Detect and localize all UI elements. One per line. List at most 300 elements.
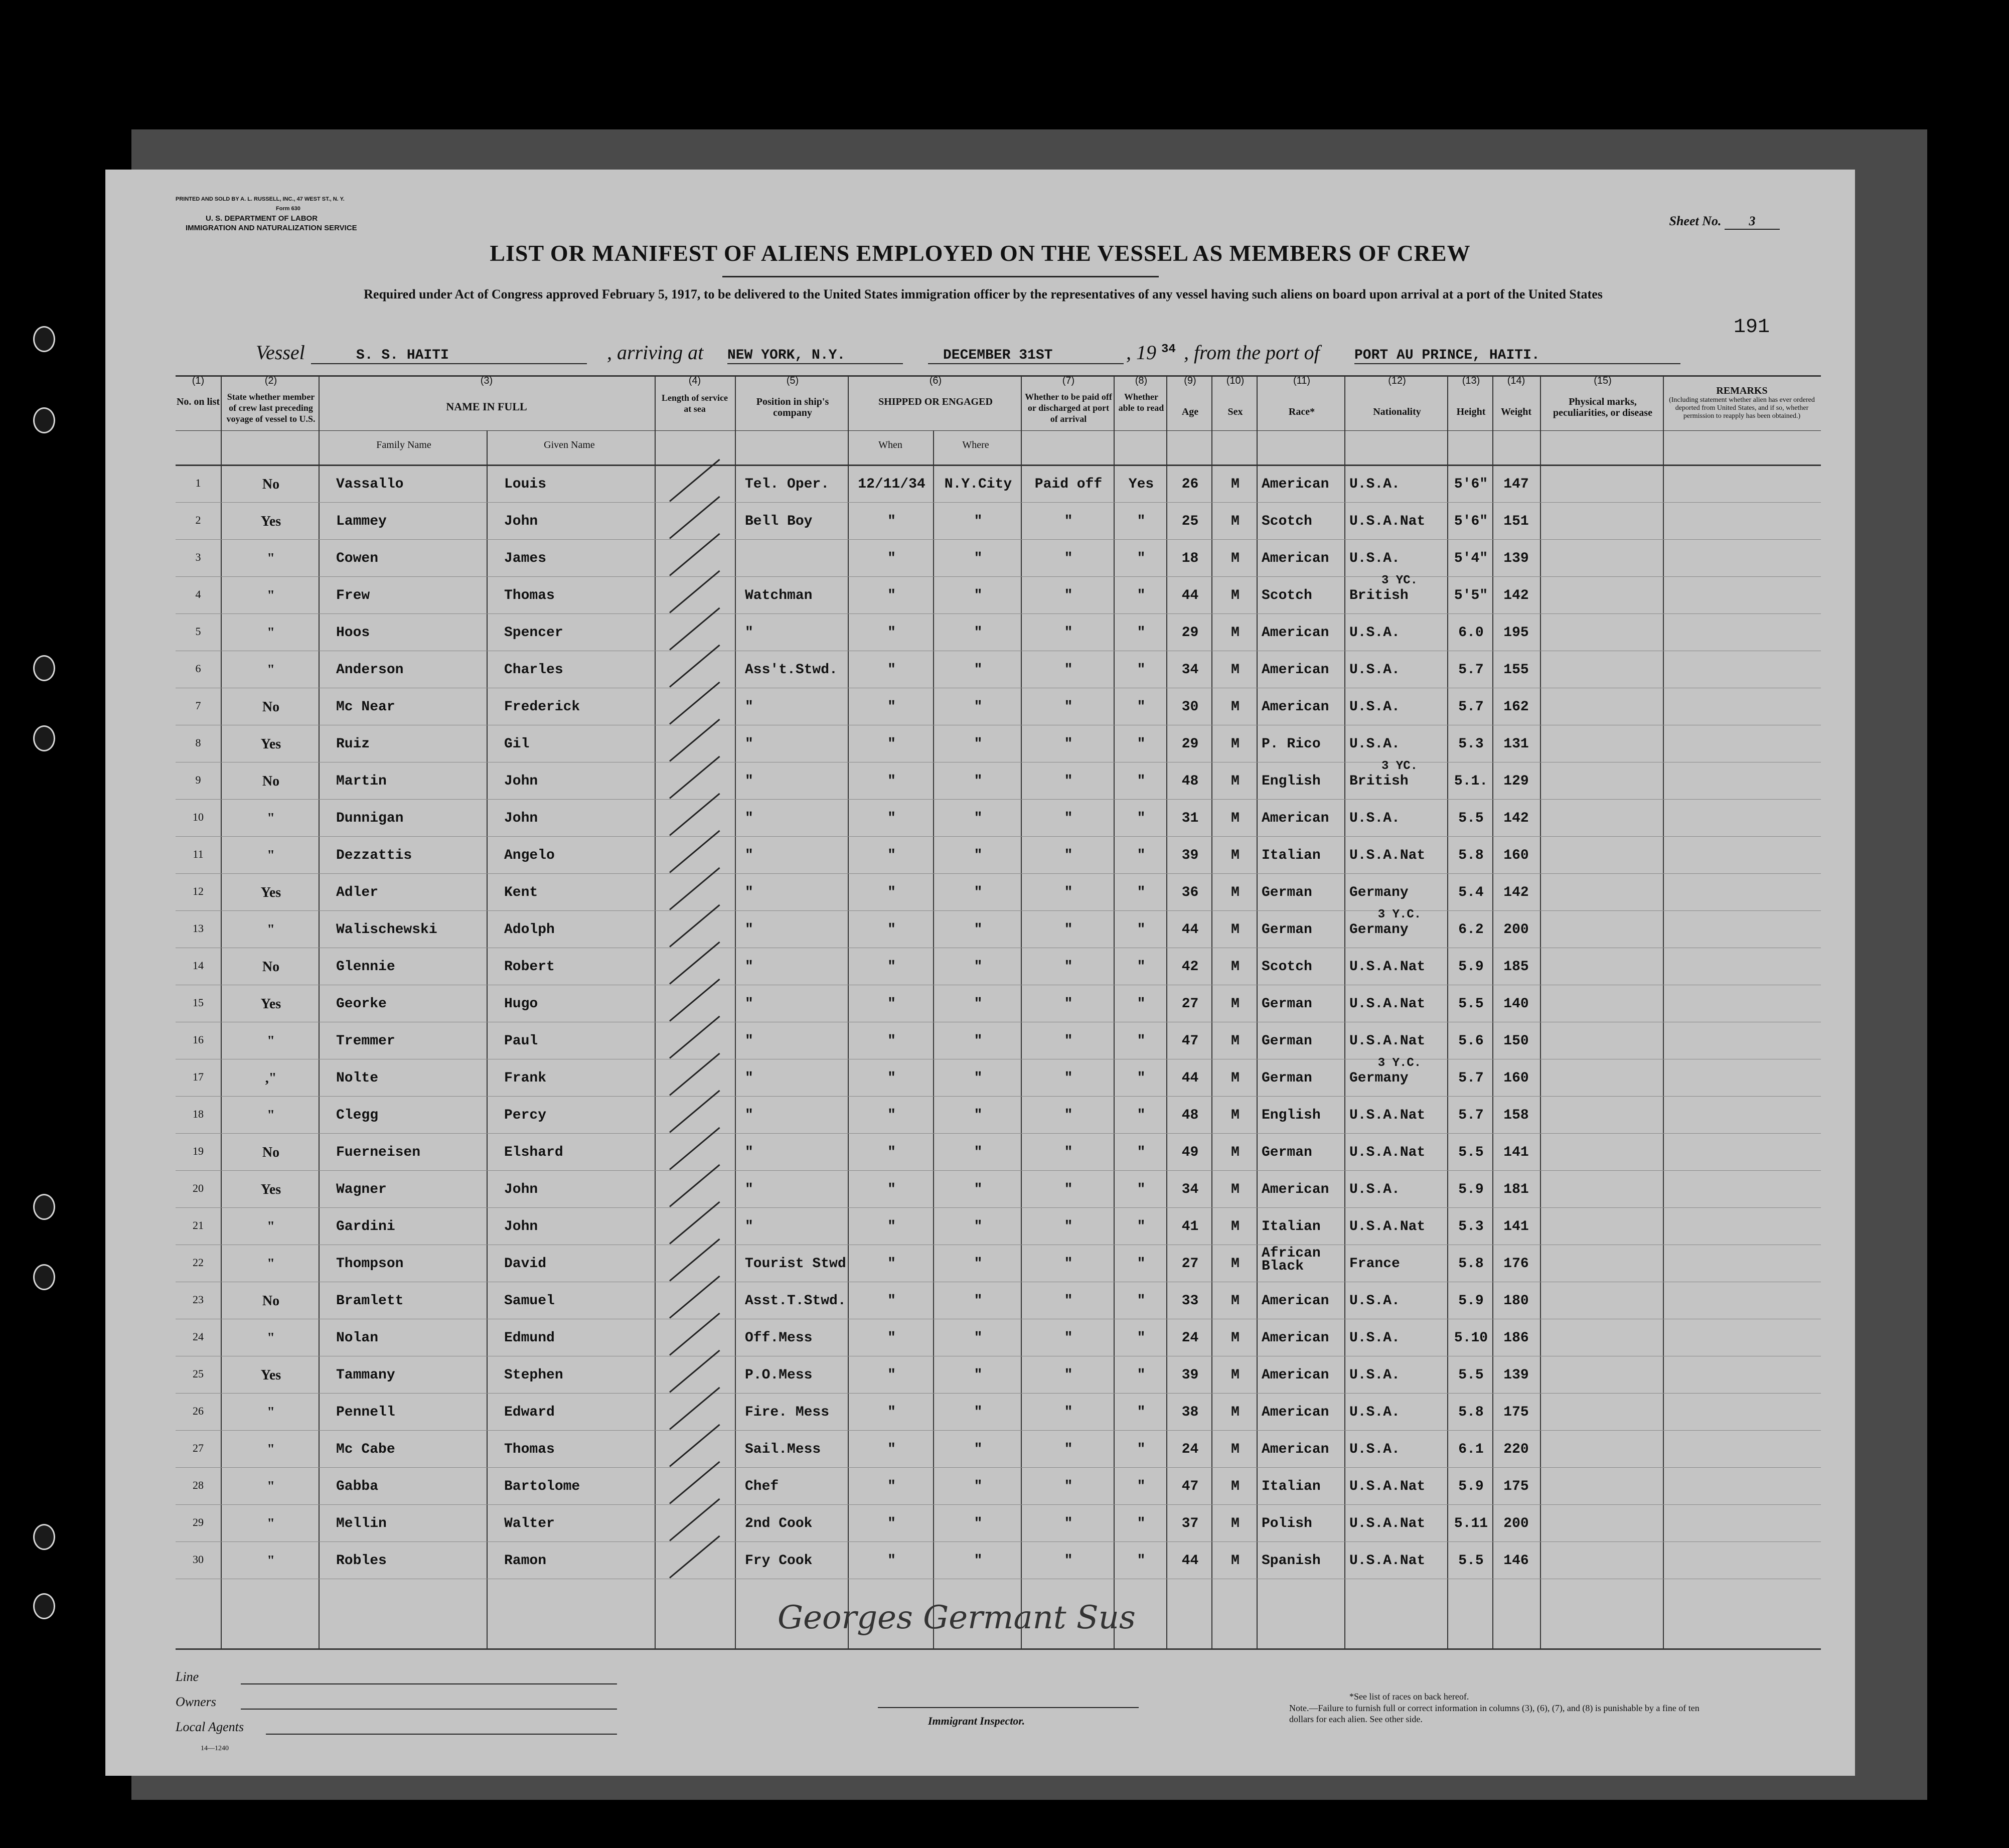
- cell-age: 18: [1181, 551, 1199, 566]
- cell-given: David: [504, 1256, 547, 1272]
- cell-read: ": [1137, 811, 1146, 826]
- cell-nat: Germany: [1349, 1070, 1409, 1086]
- cell-read: ": [1137, 848, 1146, 863]
- cell-no: 6: [195, 662, 201, 675]
- cell-prev: ": [267, 551, 275, 566]
- cell-height: 6.1: [1458, 1442, 1484, 1457]
- cell-age: 38: [1181, 1405, 1199, 1420]
- cell-read: ": [1137, 1108, 1146, 1123]
- col-header-height: (13) Height: [1456, 375, 1486, 417]
- year-prefix: , 19: [1126, 341, 1156, 364]
- check-mark: [669, 645, 720, 688]
- cell-where: ": [974, 885, 983, 900]
- cell-given: Louis: [504, 477, 547, 492]
- cell-sex: M: [1231, 1516, 1240, 1531]
- cell-no: 30: [193, 1553, 204, 1566]
- cell-prev: Yes: [260, 736, 281, 752]
- cell-nat: U.S.A.: [1349, 662, 1400, 678]
- cell-age: 25: [1181, 514, 1199, 529]
- cell-paid: ": [1064, 699, 1073, 715]
- cell-age: 48: [1181, 774, 1199, 789]
- arrival-date: DECEMBER 31ST: [928, 348, 1124, 364]
- cell-nat: U.S.A.Nat: [1349, 1553, 1426, 1569]
- cell-given: Charles: [504, 662, 563, 678]
- cell-given: Frank: [504, 1070, 547, 1086]
- cell-position: ": [745, 774, 753, 789]
- cell-sex: M: [1231, 1479, 1240, 1494]
- cell-read: ": [1137, 1367, 1146, 1383]
- binder-hole: [33, 655, 55, 681]
- cell-when: ": [887, 1145, 896, 1160]
- cell-position: Sail.Mess: [745, 1442, 821, 1457]
- cell-paid: ": [1064, 1182, 1073, 1197]
- cell-position: ": [745, 1033, 753, 1049]
- cell-given: John: [504, 1219, 538, 1235]
- check-mark: [669, 1387, 720, 1430]
- cell-height: 5.9: [1458, 1182, 1484, 1197]
- cell-nat: U.S.A.: [1349, 1182, 1400, 1197]
- cell-read: ": [1137, 551, 1146, 566]
- cell-race: Italian: [1262, 1219, 1321, 1235]
- cell-where: ": [974, 1108, 983, 1123]
- check-mark: [669, 867, 720, 910]
- table-row: [176, 503, 1821, 540]
- cell-weight: 146: [1503, 1553, 1529, 1569]
- table-row: [176, 651, 1821, 688]
- binder-hole: [33, 1524, 55, 1550]
- cell-race: American: [1262, 662, 1329, 678]
- cell-family: Gardini: [336, 1219, 395, 1235]
- cell-height: 5.6: [1458, 1033, 1484, 1049]
- cell-when: ": [887, 1256, 896, 1272]
- cell-height: 5'6": [1454, 477, 1488, 492]
- cell-prev: ": [267, 1516, 275, 1531]
- cell-race: American: [1262, 811, 1329, 826]
- cell-given: Elshard: [504, 1145, 563, 1160]
- nationality-note: 3 YC.: [1381, 574, 1418, 587]
- cell-nat: U.S.A.: [1349, 699, 1400, 715]
- cell-paid: ": [1064, 1405, 1073, 1420]
- cell-position: ": [745, 1145, 753, 1160]
- cell-position: Off.Mess: [745, 1330, 813, 1346]
- cell-prev: Yes: [260, 885, 281, 900]
- cell-age: 39: [1181, 1367, 1199, 1383]
- cell-prev: No: [262, 1145, 280, 1160]
- cell-height: 5.3: [1458, 1219, 1484, 1235]
- from-label: , from the port of: [1184, 341, 1320, 364]
- cell-position: ": [745, 996, 753, 1012]
- cell-given: Robert: [504, 959, 555, 975]
- cell-where: ": [974, 1070, 983, 1086]
- cell-sex: M: [1231, 811, 1240, 826]
- cell-position: ": [745, 922, 753, 938]
- check-mark: [669, 942, 720, 985]
- cell-race: African Black: [1262, 1246, 1321, 1274]
- cell-weight: 175: [1503, 1479, 1529, 1494]
- cell-no: 16: [193, 1033, 204, 1046]
- cell-read: ": [1137, 1330, 1146, 1346]
- cell-race: American: [1262, 1293, 1329, 1309]
- cell-given: Hugo: [504, 996, 538, 1012]
- cell-family: Pennell: [336, 1405, 395, 1420]
- cell-nat: U.S.A.Nat: [1349, 514, 1426, 529]
- cell-where: ": [974, 662, 983, 678]
- check-mark: [669, 793, 720, 836]
- check-mark: [669, 533, 720, 576]
- nationality-note: 3 Y.C.: [1377, 908, 1422, 921]
- cell-family: Frew: [336, 588, 370, 603]
- table-row: [176, 1431, 1821, 1468]
- cell-given: Angelo: [504, 848, 555, 863]
- cell-sex: M: [1231, 625, 1240, 641]
- cell-paid: ": [1064, 514, 1073, 529]
- year-suffix: 34: [1161, 343, 1176, 356]
- race-note: *See list of races on back hereof.: [1349, 1691, 1469, 1702]
- cell-paid: ": [1064, 1033, 1073, 1049]
- col-header-previous-voyage: (2) State whether member of crew last preceding voyage of vessel to U.S.: [226, 375, 316, 424]
- cell-weight: 142: [1503, 588, 1529, 603]
- cell-family: Ruiz: [336, 736, 370, 752]
- cell-prev: Yes: [260, 514, 281, 529]
- cell-given: Samuel: [504, 1293, 555, 1309]
- cell-when: ": [887, 1182, 896, 1197]
- cell-paid: ": [1064, 774, 1073, 789]
- cell-family: Bramlett: [336, 1293, 404, 1309]
- cell-sex: M: [1231, 1405, 1240, 1420]
- cell-family: Mc Cabe: [336, 1442, 395, 1457]
- cell-prev: No: [262, 774, 280, 789]
- cell-family: Walischewski: [336, 922, 437, 938]
- cell-prev: No: [262, 699, 280, 715]
- check-mark: [669, 1053, 720, 1096]
- cell-given: Frederick: [504, 699, 580, 715]
- cell-when: ": [887, 1033, 896, 1049]
- check-mark: [669, 1201, 720, 1245]
- cell-read: ": [1137, 1293, 1146, 1309]
- cell-when: ": [887, 922, 896, 938]
- cell-age: 47: [1181, 1033, 1199, 1049]
- cell-family: Dezzattis: [336, 848, 412, 863]
- cell-nat: U.S.A.: [1349, 1293, 1400, 1309]
- cell-no: 4: [195, 588, 201, 600]
- cell-when: ": [887, 1293, 896, 1309]
- vessel-label: Vessel: [256, 341, 305, 364]
- cell-prev: ": [267, 588, 275, 603]
- cell-position: ": [745, 959, 753, 975]
- cell-sex: M: [1231, 699, 1240, 715]
- cell-height: 5.7: [1458, 1070, 1484, 1086]
- check-mark: [669, 1239, 720, 1282]
- cell-height: 5.4: [1458, 885, 1484, 900]
- cell-given: Spencer: [504, 625, 563, 641]
- cell-nat: Germany: [1349, 885, 1409, 900]
- check-mark: [669, 1090, 720, 1133]
- col-header-race: (11) Race*: [1288, 375, 1315, 417]
- cell-prev: Yes: [260, 996, 281, 1012]
- cell-nat: U.S.A.: [1349, 1405, 1400, 1420]
- cell-read: ": [1137, 588, 1146, 603]
- check-mark: [669, 1313, 720, 1356]
- cell-no: 14: [193, 959, 204, 972]
- cell-sex: M: [1231, 996, 1240, 1012]
- table-row: [176, 1097, 1821, 1134]
- table-row: [176, 466, 1821, 503]
- cell-read: ": [1137, 922, 1146, 938]
- cell-weight: 139: [1503, 551, 1529, 566]
- cell-position: Fire. Mess: [745, 1405, 830, 1420]
- cell-age: 36: [1181, 885, 1199, 900]
- table-row: [176, 837, 1821, 874]
- cell-height: 5.7: [1458, 662, 1484, 678]
- check-mark: [669, 979, 720, 1022]
- cell-when: ": [887, 551, 896, 566]
- cell-age: 41: [1181, 1219, 1199, 1235]
- sheet-value: 3: [1725, 214, 1780, 230]
- cell-paid: ": [1064, 1553, 1073, 1569]
- cell-nat: U.S.A.: [1349, 1330, 1400, 1346]
- cell-height: 5'6": [1454, 514, 1488, 529]
- cell-no: 17: [193, 1070, 204, 1083]
- cell-family: Adler: [336, 885, 379, 900]
- table-row: [176, 1394, 1821, 1431]
- cell-no: 13: [193, 922, 204, 935]
- cell-race: American: [1262, 699, 1329, 715]
- cell-sex: M: [1231, 588, 1240, 603]
- cell-prev: ": [267, 1330, 275, 1346]
- table-row: [176, 1505, 1821, 1542]
- cell-given: Paul: [504, 1033, 538, 1049]
- cell-paid: ": [1064, 1293, 1073, 1309]
- cell-nat: U.S.A.Nat: [1349, 1033, 1426, 1049]
- cell-weight: 195: [1503, 625, 1529, 641]
- cell-when: ": [887, 811, 896, 826]
- cell-where: N.Y.City: [944, 477, 1012, 492]
- col-header-sex: (10) Sex: [1226, 375, 1245, 417]
- cell-read: ": [1137, 1553, 1146, 1569]
- cell-given: Thomas: [504, 588, 555, 603]
- cell-paid: ": [1064, 1108, 1073, 1123]
- cell-read: ": [1137, 1516, 1146, 1531]
- table-row: [176, 1134, 1821, 1171]
- cell-when: ": [887, 1479, 896, 1494]
- cell-position: Chef: [745, 1479, 779, 1494]
- cell-weight: 142: [1503, 811, 1529, 826]
- cell-race: German: [1262, 996, 1312, 1012]
- cell-family: Vassallo: [336, 477, 404, 492]
- check-mark: [669, 1424, 720, 1467]
- binder-hole: [33, 326, 55, 352]
- cell-given: Percy: [504, 1108, 547, 1123]
- table-row: [176, 874, 1821, 911]
- col-header-remarks: REMARKS (Including statement whether alien has ever ordered deported from United States, and if so, whether permission to reapply has been obtained.): [1669, 385, 1815, 420]
- cell-read: ": [1137, 1070, 1146, 1086]
- sheet-number: [1669, 214, 1780, 230]
- check-mark: [669, 496, 720, 539]
- cell-race: German: [1262, 1145, 1312, 1160]
- cell-given: John: [504, 811, 538, 826]
- cell-prev: Yes: [260, 1182, 281, 1197]
- cell-no: 2: [195, 514, 201, 526]
- table-row: [176, 908, 1821, 948]
- cell-when: ": [887, 736, 896, 752]
- cell-paid: ": [1064, 922, 1073, 938]
- cell-family: Martin: [336, 774, 387, 789]
- cell-race: English: [1262, 774, 1321, 789]
- cell-weight: 158: [1503, 1108, 1529, 1123]
- cell-race: American: [1262, 625, 1329, 641]
- cell-age: 34: [1181, 662, 1199, 678]
- cell-nat: U.S.A.: [1349, 736, 1400, 752]
- cell-family: Georke: [336, 996, 387, 1012]
- check-mark: [669, 459, 720, 502]
- cell-race: Scotch: [1262, 588, 1312, 603]
- table-row: [176, 725, 1821, 762]
- cell-family: Dunnigan: [336, 811, 404, 826]
- cell-position: Watchman: [745, 588, 813, 603]
- cell-no: 12: [193, 885, 204, 897]
- cell-when: ": [887, 699, 896, 715]
- cell-age: 42: [1181, 959, 1199, 975]
- cell-sex: M: [1231, 1070, 1240, 1086]
- cell-no: 28: [193, 1479, 204, 1491]
- col-header-nationality: (12) Nationality: [1373, 375, 1421, 417]
- cell-weight: 160: [1503, 848, 1529, 863]
- cell-when: ": [887, 625, 896, 641]
- cell-where: ": [974, 1145, 983, 1160]
- cell-read: ": [1137, 774, 1146, 789]
- cell-race: Scotch: [1262, 959, 1312, 975]
- cell-where: ": [974, 1219, 983, 1235]
- cell-family: Thompson: [336, 1256, 404, 1272]
- cell-age: 44: [1181, 1070, 1199, 1086]
- cell-race: American: [1262, 551, 1329, 566]
- cell-paid: ": [1064, 1442, 1073, 1457]
- cell-weight: 220: [1503, 1442, 1529, 1457]
- cell-when: ": [887, 1108, 896, 1123]
- cell-when: ": [887, 1070, 896, 1086]
- cell-where: ": [974, 811, 983, 826]
- col-header-physical: (15) Physical marks, peculiarities, or disease: [1553, 375, 1652, 418]
- cell-paid: ": [1064, 1479, 1073, 1494]
- cell-when: ": [887, 1405, 896, 1420]
- cell-race: Italian: [1262, 1479, 1321, 1494]
- cell-sex: M: [1231, 774, 1240, 789]
- cell-family: Mc Near: [336, 699, 395, 715]
- cell-where: ": [974, 1405, 983, 1420]
- cell-nat: British: [1349, 774, 1409, 789]
- cell-when: ": [887, 774, 896, 789]
- cell-when: ": [887, 662, 896, 678]
- cell-paid: ": [1064, 1070, 1073, 1086]
- vessel-name: S. S. HAITI: [311, 348, 587, 364]
- cell-race: English: [1262, 1108, 1321, 1123]
- cell-race: American: [1262, 477, 1329, 492]
- cell-prev: ": [267, 1033, 275, 1049]
- cell-age: 27: [1181, 1256, 1199, 1272]
- cell-where: ": [974, 699, 983, 715]
- cell-where: ": [974, 588, 983, 603]
- cell-height: 5.8: [1458, 1256, 1484, 1272]
- cell-paid: ": [1064, 959, 1073, 975]
- cell-age: 24: [1181, 1442, 1199, 1457]
- col-header-service: (4) Length of service at sea: [662, 375, 728, 414]
- cell-position: Tourist Stwd: [745, 1256, 846, 1272]
- cell-height: 5.5: [1458, 1367, 1484, 1383]
- cell-when: ": [887, 1330, 896, 1346]
- cell-family: Wagner: [336, 1182, 387, 1197]
- cell-prev: ": [267, 1108, 275, 1123]
- cell-nat: U.S.A.Nat: [1349, 1219, 1426, 1235]
- cell-where: ": [974, 1256, 983, 1272]
- cell-no: 3: [195, 551, 201, 563]
- cell-family: Tremmer: [336, 1033, 395, 1049]
- cell-height: 6.0: [1458, 625, 1484, 641]
- cell-prev: ": [267, 1479, 275, 1494]
- form-number: Form 630: [276, 206, 300, 212]
- cell-nat: U.S.A.: [1349, 811, 1400, 826]
- cell-given: Edward: [504, 1405, 555, 1420]
- check-mark: [669, 1276, 720, 1319]
- cell-no: 26: [193, 1405, 204, 1417]
- cell-height: 5.7: [1458, 699, 1484, 715]
- cell-height: 5.5: [1458, 1145, 1484, 1160]
- binder-hole: [33, 1194, 55, 1220]
- cell-given: Edmund: [504, 1330, 555, 1346]
- cell-race: Scotch: [1262, 514, 1312, 529]
- cell-prev: No: [262, 477, 280, 492]
- cell-family: Lammey: [336, 514, 387, 529]
- service-name: IMMIGRATION AND NATURALIZATION SERVICE: [186, 224, 357, 232]
- cell-family: Clegg: [336, 1108, 379, 1123]
- cell-when: ": [887, 848, 896, 863]
- cell-paid: ": [1064, 736, 1073, 752]
- cell-weight: 139: [1503, 1367, 1529, 1383]
- cell-weight: 180: [1503, 1293, 1529, 1309]
- cell-given: Thomas: [504, 1442, 555, 1457]
- cell-read: ": [1137, 959, 1146, 975]
- cell-height: 6.2: [1458, 922, 1484, 938]
- crew-table: [176, 375, 1821, 1649]
- cell-sex: M: [1231, 922, 1240, 938]
- cell-age: 29: [1181, 625, 1199, 641]
- cell-nat: U.S.A.Nat: [1349, 1479, 1426, 1494]
- cell-age: 34: [1181, 1182, 1199, 1197]
- cell-age: 44: [1181, 588, 1199, 603]
- cell-race: American: [1262, 1330, 1329, 1346]
- cell-height: 5.5: [1458, 996, 1484, 1012]
- cell-age: 49: [1181, 1145, 1199, 1160]
- owners-label: Owners: [176, 1695, 216, 1709]
- cell-height: 5.5: [1458, 1553, 1484, 1569]
- cell-given: Adolph: [504, 922, 555, 938]
- cell-race: Polish: [1262, 1516, 1312, 1531]
- cell-no: 19: [193, 1145, 204, 1157]
- cell-where: ": [974, 774, 983, 789]
- table-row: [176, 1468, 1821, 1505]
- cell-height: 5.9: [1458, 959, 1484, 975]
- binder-hole: [33, 725, 55, 751]
- cell-weight: 160: [1503, 1070, 1529, 1086]
- binder-hole: [33, 1264, 55, 1290]
- manifest-sheet: [105, 170, 1855, 1776]
- check-mark: [669, 1461, 720, 1504]
- cell-given: Gil: [504, 736, 530, 752]
- sheet-label: Sheet No.: [1669, 214, 1722, 228]
- cell-weight: 150: [1503, 1033, 1529, 1049]
- cell-no: 18: [193, 1108, 204, 1120]
- cell-position: ": [745, 811, 753, 826]
- cell-nat: France: [1349, 1256, 1400, 1272]
